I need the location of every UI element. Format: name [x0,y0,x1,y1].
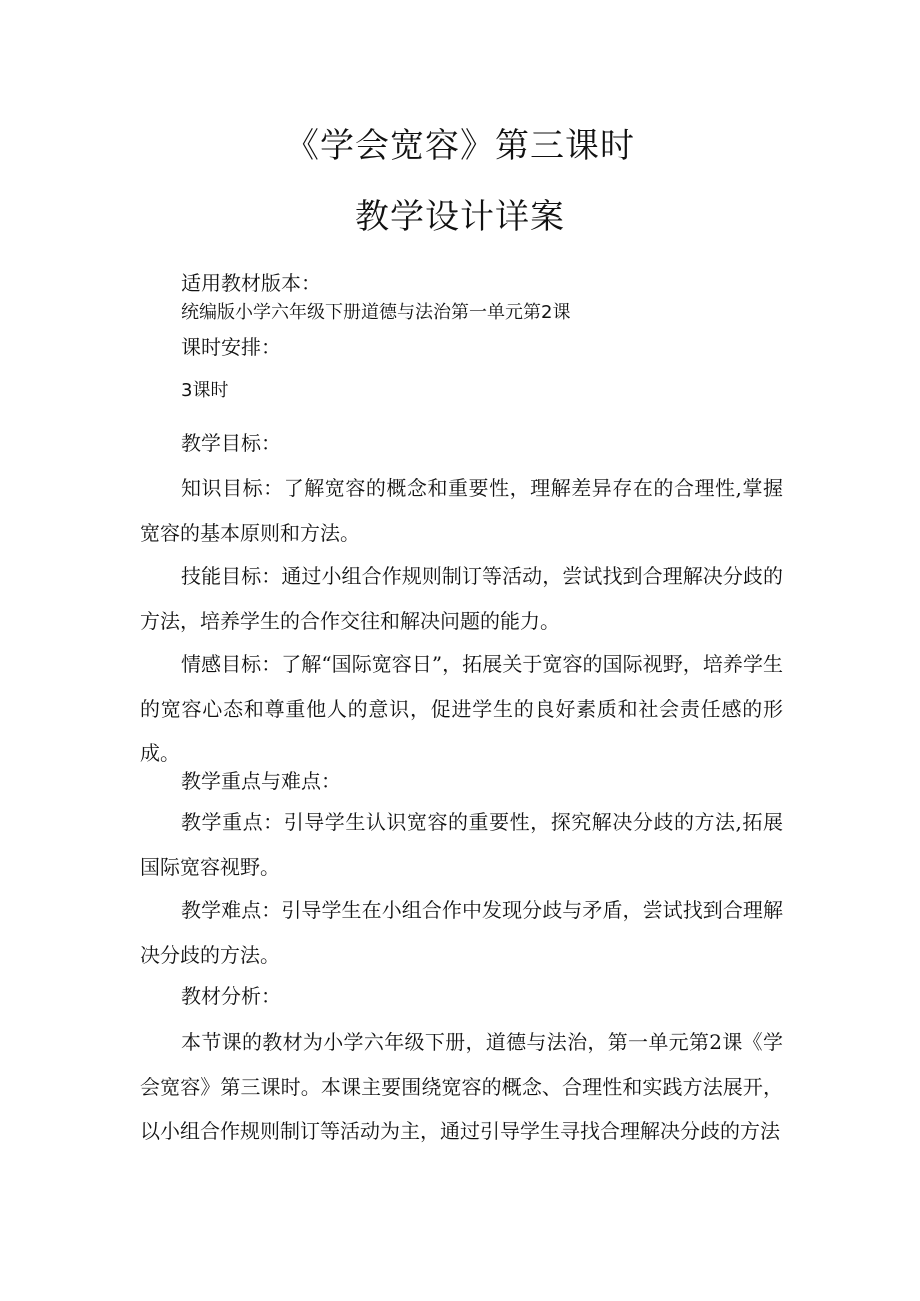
document-title-line-1: 《学会宽容》第三课时 [285,126,635,166]
goal-knowledge-paragraph: 知识目标：了解宽容的概念和重要性，理解差异存在的合理性,掌握宽容的基本原则和方法。 [140,476,783,545]
goal-skill-paragraph: 技能目标：通过小组合作规则制订等活动，尝试找到合理解决分歧的方法，培养学生的合作交往和解决问题的能力。 [140,564,783,633]
analysis-paragraph: 本节课的教材为小学六年级下册，道德与法治，第一单元第2课《学会宽容》第三课时。本课主要围绕宽容的概念、合理性和实践方法展开，以小组合作规则制订等活动为主，通过引导学生寻找合理解决分歧的方法 [140,1030,783,1143]
textbook-label: 适用教材版本： [181,271,321,295]
schedule-label: 课时安排： [181,335,281,359]
goal-emotion-paragraph: 情感目标：了解“国际宽容日”，拓展关于宽容的国际视野，培养学生的宽容心态和尊重他人的意识，促进学生的良好素质和社会责任感的形成。 [140,652,783,765]
key-difficult-heading: 教学重点与难点： [181,769,341,793]
schedule-value: 3课时 [181,380,229,401]
key-point-paragraph: 教学重点：引导学生认识宽容的重要性，探究解决分歧的方法,拓展国际宽容视野。 [140,810,783,879]
document-title-line-2: 教学设计详案 [355,197,565,237]
analysis-heading: 教材分析： [181,984,281,1008]
difficult-point-paragraph: 教学难点：引导学生在小组合作中发现分歧与矛盾，尝试找到合理解决分歧的方法。 [140,898,783,967]
goals-heading: 教学目标： [181,431,281,455]
textbook-value: 统编版小学六年级下册道德与法治第一单元第2课 [181,302,571,323]
